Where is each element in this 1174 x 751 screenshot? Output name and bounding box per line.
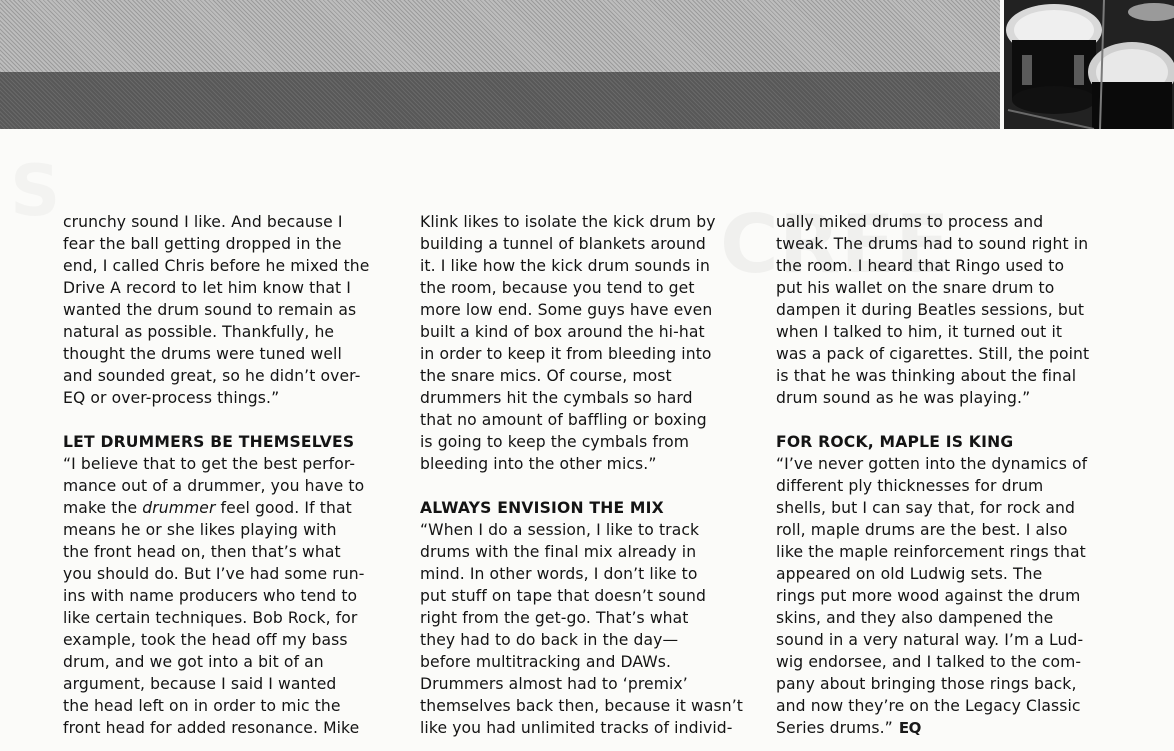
- text-line: like certain techniques. Bob Rock, for: [63, 609, 358, 627]
- text-line: Drive A record to let him know that I: [63, 279, 351, 297]
- text-line: the room, because you tend to get: [420, 279, 695, 297]
- text-line: in order to keep it from bleeding into: [420, 345, 712, 363]
- text-line: drums with the final mix already in: [420, 543, 697, 561]
- paragraph: [63, 453, 375, 739]
- paragraph: [420, 211, 732, 475]
- header-banner-top: [0, 0, 1000, 72]
- text-line: the snare mics. Of course, most: [420, 367, 672, 385]
- text-line: before multitracking and DAWs.: [420, 653, 672, 671]
- text-line: is going to keep the cymbals from: [420, 433, 690, 451]
- text-line: ins with name producers who tend to: [63, 587, 358, 605]
- paragraph: [776, 453, 1092, 739]
- text-line-content: Series drums.”: [776, 719, 893, 737]
- paragraph-gap: [776, 409, 1092, 431]
- text-line: mind. In other words, I don’t like to: [420, 565, 698, 583]
- text-line: “I believe that to get the best perfor-: [63, 455, 356, 473]
- section-heading: FOR ROCK, MAPLE IS KING: [776, 433, 1014, 451]
- text-line: wanted the drum sound to remain as: [63, 301, 357, 319]
- text-line: front head for added resonance. Mike: [63, 719, 360, 737]
- text-line: different ply thicknesses for drum: [776, 477, 1044, 495]
- text-line: crunchy sound I like. And because I: [63, 213, 343, 231]
- text-line: they had to do back in the day—: [420, 631, 679, 649]
- text-line: tweak. The drums had to sound right in: [776, 235, 1089, 253]
- text-line: appeared on old Ludwig sets. The: [776, 565, 1043, 583]
- text-line: like the maple reinforcement rings that: [776, 543, 1086, 561]
- text-line: [776, 717, 1092, 739]
- header-banner-bottom: [0, 72, 1000, 129]
- drum-kit-photo: [1004, 0, 1174, 129]
- text-line: fear the ball getting dropped in the: [63, 235, 342, 253]
- text-line: Drummers almost had to ‘premix’: [420, 675, 688, 693]
- paragraph-gap: [63, 409, 375, 431]
- paragraph: [63, 211, 375, 409]
- text-line: bleeding into the other mics.”: [420, 455, 657, 473]
- text-line: example, took the head off my bass: [63, 631, 348, 649]
- text-line: drum sound as he was playing.”: [776, 389, 1031, 407]
- text-line: dampen it during Beatles sessions, but: [776, 301, 1085, 319]
- text-line: EQ or over-process things.”: [63, 389, 280, 407]
- text-line: Klink likes to isolate the kick drum by: [420, 213, 716, 231]
- eq-logo-icon: EQ: [898, 719, 921, 737]
- text-line: wig endorsee, and I talked to the com-: [776, 653, 1082, 671]
- text-line: end, I called Chris before he mixed the: [63, 257, 370, 275]
- section-heading: ALWAYS ENVISION THE MIX: [420, 499, 664, 517]
- text-line: make the drummer feel good. If that: [63, 499, 352, 517]
- text-line: built a kind of box around the hi-hat: [420, 323, 705, 341]
- text-line: skins, and they also dampened the: [776, 609, 1054, 627]
- text-line: sound in a very natural way. I’m a Lud-: [776, 631, 1084, 649]
- section-heading: LET DRUMMERS BE THEMSELVES: [63, 433, 355, 451]
- text-line: means he or she likes playing with: [63, 521, 337, 539]
- text-line: is that he was thinking about the final: [776, 367, 1077, 385]
- text-line: drummers hit the cymbals so hard: [420, 389, 693, 407]
- text-line: natural as possible. Thankfully, he: [63, 323, 335, 341]
- text-line: when I talked to him, it turned out it: [776, 323, 1063, 341]
- text-line: themselves back then, because it wasn’t: [420, 697, 744, 715]
- text-line: like you had unlimited tracks of individ-: [420, 719, 733, 737]
- text-line: put his wallet on the snare drum to: [776, 279, 1055, 297]
- text-line: it. I like how the kick drum sounds in: [420, 257, 710, 275]
- text-line: the front head on, then that’s what: [63, 543, 341, 561]
- text-line: the head left on in order to mic the: [63, 697, 341, 715]
- text-line: that no amount of baffling or boxing: [420, 411, 707, 429]
- text-line: was a pack of cigarettes. Still, the point: [776, 345, 1090, 363]
- text-line: drum, and we got into a bit of an: [63, 653, 324, 671]
- text-line: thought the drums were tuned well: [63, 345, 342, 363]
- text-line: and sounded great, so he didn’t over-: [63, 367, 361, 385]
- text-line: building a tunnel of blankets around: [420, 235, 706, 253]
- article-column-3: [776, 211, 1092, 739]
- text-line: “When I do a session, I like to track: [420, 521, 700, 539]
- text-line: put stuff on tape that doesn’t sound: [420, 587, 707, 605]
- text-line: rings put more wood against the drum: [776, 587, 1081, 605]
- text-line: shells, but I can say that, for rock and: [776, 499, 1076, 517]
- drum-kit-icon: [1004, 0, 1174, 129]
- text-line: “I’ve never gotten into the dynamics of: [776, 455, 1088, 473]
- text-line: right from the get-go. That’s what: [420, 609, 689, 627]
- text-line: pany about bringing those rings back,: [776, 675, 1077, 693]
- paragraph: [776, 211, 1092, 409]
- paragraph-gap: [420, 475, 732, 497]
- paragraph: [420, 519, 744, 739]
- article-column-1: [63, 211, 375, 739]
- text-line: the room. I heard that Ringo used to: [776, 257, 1065, 275]
- text-line: and now they’re on the Legacy Classic: [776, 697, 1081, 715]
- text-line: ually miked drums to process and: [776, 213, 1044, 231]
- text-line: you should do. But I’ve had some run-: [63, 565, 365, 583]
- article-column-2: [420, 211, 744, 739]
- text-line: more low end. Some guys have even: [420, 301, 713, 319]
- text-line: mance out of a drummer, you have to: [63, 477, 365, 495]
- text-line: argument, because I said I wanted: [63, 675, 337, 693]
- text-line: roll, maple drums are the best. I also: [776, 521, 1068, 539]
